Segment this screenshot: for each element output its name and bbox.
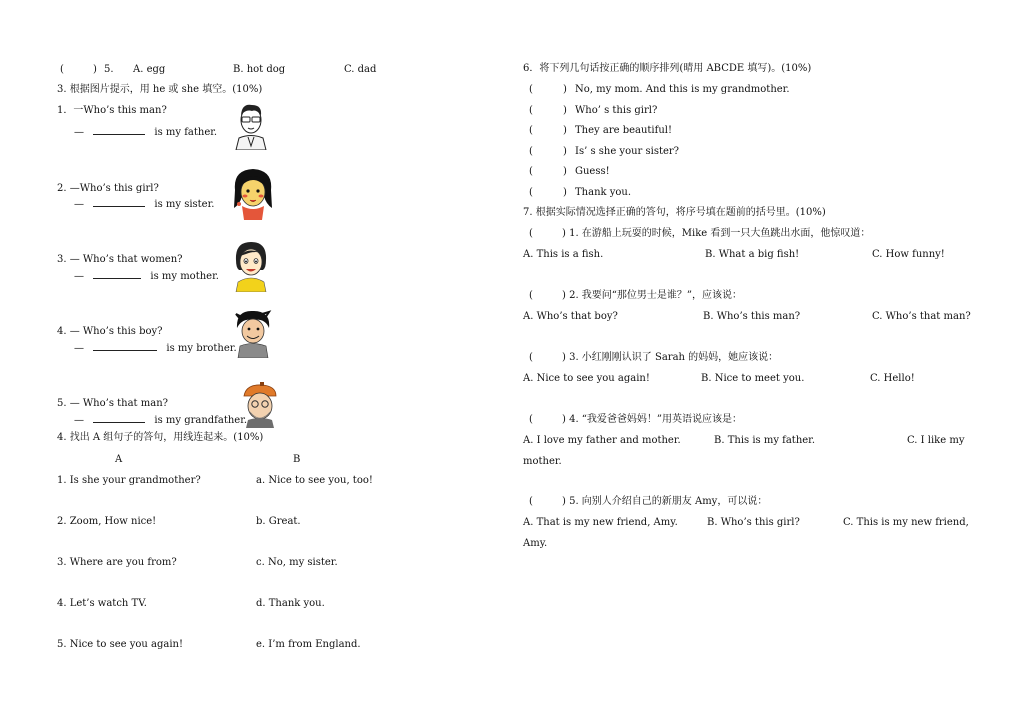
sec7-q5-option-a: A. That is my new friend, Amy. (523, 517, 678, 528)
boy-picture (232, 308, 274, 358)
sec7-question-3: ) 3. 小红刚刚认识了 Sarah 的妈妈，她应该说： (562, 352, 779, 363)
sec7-q1-option-a: A. This is a fish. (523, 249, 604, 260)
match-a-item-5[interactable]: 5. Nice to see you again! (57, 639, 184, 650)
sec3-answer-2: — is my sister. (74, 199, 215, 210)
sec7-question-1: ) 1. 在游船上玩耍的时候，Mike 看到一只大鱼跳出水面，他惊叹道： (562, 228, 871, 239)
sec7-paren-4: ( (529, 414, 533, 425)
sec7-q1-option-b: B. What a big fish! (705, 249, 800, 260)
sec6-sentence-6: Thank you. (575, 187, 632, 198)
sec7-paren-3: ( (529, 352, 533, 363)
match-b-item-d[interactable]: d. Thank you. (256, 598, 325, 609)
sec6-paren-close: ) (563, 84, 567, 95)
q5-paren-open: ( (60, 64, 64, 75)
answer-blank[interactable] (93, 197, 145, 207)
sec7-q5-option-c: C. This is my new friend, (843, 517, 969, 528)
answer-blank[interactable] (93, 269, 141, 279)
sec6-paren-open: ( (529, 187, 533, 198)
sec6-sentence-2: Who’ s this girl? (575, 105, 658, 116)
section-7-title: 7. 根据实际情况选择正确的答句，将序号填在题前的括号里。(10%) (523, 207, 826, 218)
match-a-item-2[interactable]: 2. Zoom, How nice! (57, 516, 157, 527)
sec3-answer-1: — is my father. (74, 127, 218, 138)
sec3-question-3: 3. — Who’s that women? (57, 254, 183, 265)
sec6-sentence-1: No, my mom. And this is my grandmother. (575, 84, 790, 95)
sec6-sentence-3: They are beautiful! (575, 125, 672, 136)
sec6-sentence-4: Is’ s she your sister? (575, 146, 680, 157)
sec7-q5-option-c-continued: Amy. (523, 538, 548, 549)
sec6-paren-close: ) (563, 146, 567, 157)
answer-blank[interactable] (93, 125, 145, 135)
sec7-q4-option-c: C. I like my (907, 435, 965, 446)
sec7-question-5: ) 5. 向别人介绍自己的新朋友 Amy，可以说： (562, 496, 768, 507)
q5-option-b: B. hot dog (233, 64, 286, 75)
sec6-paren-open: ( (529, 125, 533, 136)
q5-option-a: A. egg (133, 64, 166, 75)
sec7-q3-option-b: B. Nice to meet you. (701, 373, 805, 384)
sec6-paren-close: ) (563, 105, 567, 116)
sec3-question-5: 5. — Who’s that man? (57, 398, 168, 409)
match-b-item-a[interactable]: a. Nice to see you, too! (256, 475, 373, 486)
match-a-item-3[interactable]: 3. Where are you from? (57, 557, 177, 568)
answer-blank[interactable] (93, 413, 145, 423)
column-a-header: A (115, 454, 123, 465)
sec7-q4-option-b: B. This is my father. (714, 435, 816, 446)
sec6-paren-close: ) (563, 125, 567, 136)
sec6-paren-open: ( (529, 84, 533, 95)
sec6-paren-close: ) (563, 166, 567, 177)
sec7-q4-option-a: A. I love my father and mother. (523, 435, 681, 446)
sec3-answer-3: — is my mother. (74, 271, 219, 282)
q5-number: 5. (104, 64, 114, 75)
sec6-paren-open: ( (529, 166, 533, 177)
sec7-q3-option-a: A. Nice to see you again! (523, 373, 650, 384)
sec7-q2-option-b: B. Who’s this man? (703, 311, 801, 322)
match-b-item-b[interactable]: b. Great. (256, 516, 301, 527)
answer-blank[interactable] (93, 341, 157, 351)
match-a-item-4[interactable]: 4. Let’s watch TV. (57, 598, 147, 609)
match-a-item-1[interactable]: 1. Is she your grandmother? (57, 475, 201, 486)
sec3-question-4: 4. — Who’s this boy? (57, 326, 163, 337)
grandfather-picture (240, 382, 280, 428)
sec6-paren-open: ( (529, 146, 533, 157)
section-3-title: 3. 根据图片提示，用 he 或 she 填空。(10%) (57, 84, 263, 95)
sec7-paren-2: ( (529, 290, 533, 301)
sec3-answer-4: — is my brother. (74, 343, 237, 354)
sec7-q4-option-c-continued: mother. (523, 456, 562, 467)
sec7-q2-option-c: C. Who’s that man? (872, 311, 971, 322)
sec7-q3-option-c: C. Hello! (870, 373, 915, 384)
column-b-header: B (293, 454, 301, 465)
woman-picture (230, 238, 272, 292)
sec3-answer-5: — is my grandfather. (74, 415, 248, 426)
sec7-q2-option-a: A. Who’s that boy? (523, 311, 618, 322)
sec7-paren-5: ( (529, 496, 533, 507)
sec7-q5-option-b: B. Who’s this girl? (707, 517, 800, 528)
section-4-title: 4. 找出 A 组句子的答句，用线连起来。(10%) (57, 432, 264, 443)
section-6-title: 6．将下列几句话按正确的顺序排列(晴用 ABCDE 填写)。(10%) (523, 63, 812, 74)
girl-picture (230, 166, 276, 220)
sec3-question-1: 1．一Who’s this man? (57, 105, 167, 116)
sec7-q1-option-c: C. How funny! (872, 249, 945, 260)
man-with-glasses-picture (232, 100, 270, 150)
sec7-question-4: ) 4. “我爱爸爸妈妈！”用英语说应该是： (562, 414, 743, 425)
sec7-paren-1: ( (529, 228, 533, 239)
sec6-paren-close: ) (563, 187, 567, 198)
sec7-question-2: ) 2. 我要问“那位男士是谁？”，应该说： (562, 290, 743, 301)
sec3-question-2: 2. —Who’s this girl? (57, 183, 159, 194)
q5-paren-close: ) (93, 64, 97, 75)
sec6-paren-open: ( (529, 105, 533, 116)
q5-option-c: C. dad (344, 64, 377, 75)
match-b-item-e[interactable]: e. I’m from England. (256, 639, 361, 650)
match-b-item-c[interactable]: c. No, my sister. (256, 557, 338, 568)
sec6-sentence-5: Guess! (575, 166, 610, 177)
